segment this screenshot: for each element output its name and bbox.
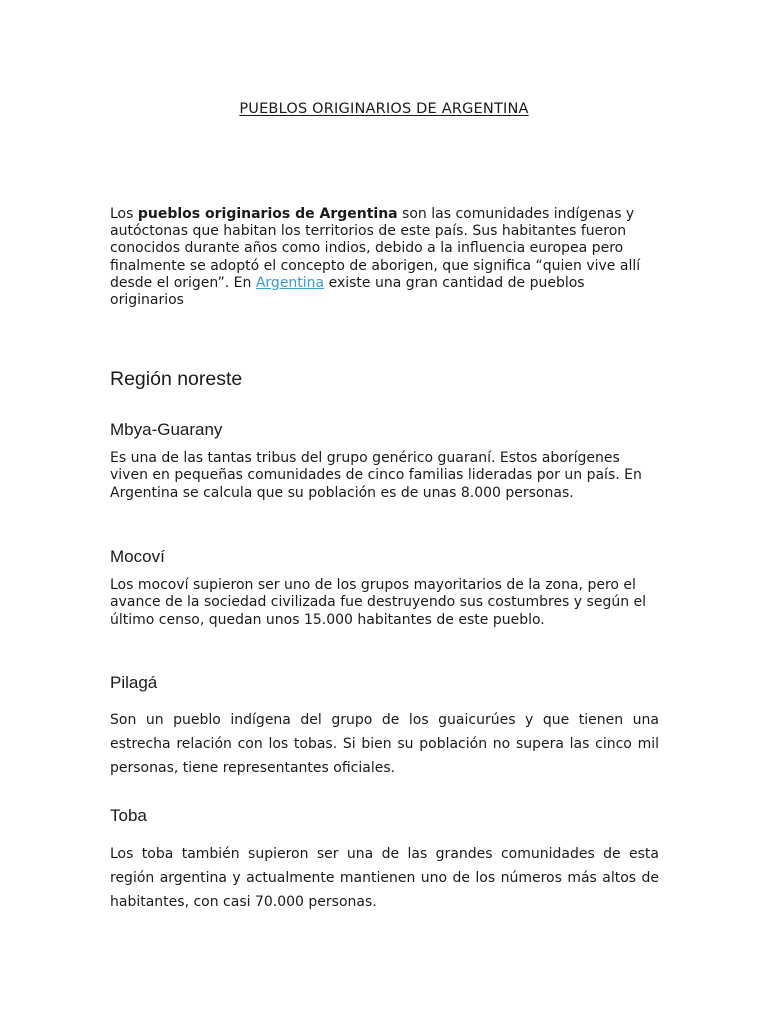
section-body-toba: Los toba también supieron ser una de las grandes comunidades de esta región argentina y actualmente mantienen uno de los números más altos de habitantes, con casi 70.000 personas. (110, 846, 659, 910)
intro-text-2: existe una gran cantidad de pueblos originarios (110, 274, 585, 309)
intro-text-1: son las comunidades indígenas y autóctonas que habitan los territorios de este país. Sus habitantes fueron conocidos durante años como indios, debido a la influencia europea pero finalmente se adoptó el concepto de aborigen, que significa “quien vive allí desde el origen”. En (110, 206, 641, 291)
document-title: PUEBLOS ORIGINARIOS DE ARGENTINA (239, 101, 529, 117)
argentina-link[interactable]: Argentina (255, 274, 325, 291)
intro-bold-term: pueblos originarios de Argentina (137, 206, 398, 222)
section-heading-pilaga: Pilagá (110, 673, 158, 692)
section-body-mbya: Es una de las tantas tribus del grupo genérico guaraní. Estos aborígenes viven en pequeñas comunidades de cinco familias lideradas por un país. En Argentina se calcula que su población es de unas 8.000 personas. (110, 450, 642, 501)
section-heading-mbya: Mbya-Guarany (110, 420, 223, 439)
section-body-mocovi: Los mocoví supieron ser uno de los grupos mayoritarios de la zona, pero el avance de la sociedad civilizada fue destruyendo sus costumbres y según el último censo, quedan unos 15.000 habitantes de este pueblo. (110, 577, 647, 628)
intro-lead: Los (110, 206, 138, 222)
section-heading-toba: Toba (110, 806, 147, 825)
intro-paragraph (110, 206, 658, 309)
region-heading: Región noreste (110, 368, 243, 390)
section-heading-mocovi: Mocoví (110, 547, 165, 566)
section-body-pilaga: Son un pueblo indígena del grupo de los guaicurúes y que tienen una estrecha relación con los tobas. Si bien su población no supera las cinco mil personas, tiene representantes oficiales. (110, 712, 659, 776)
